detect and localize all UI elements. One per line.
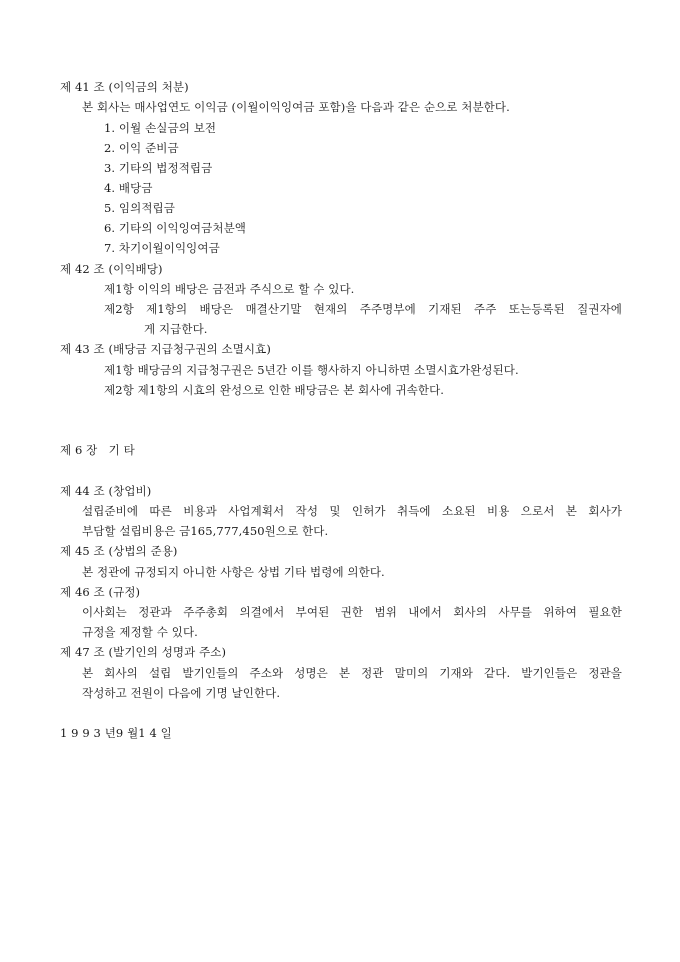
article-42-paragraph-2-continued: 게 지급한다. bbox=[144, 322, 208, 336]
article-41-body: 본 회사는 매사업연도 이익금 (이월이익잉여금 포함)을 다음과 같은 순으로 처분한다. bbox=[82, 100, 510, 114]
article-41-item: 3. 기타의 법정적립금 bbox=[104, 161, 213, 175]
article-47-heading: 제 47 조 (발기인의 성명과 주소) bbox=[60, 645, 227, 659]
article-43-heading: 제 43 조 (배당금 지급청구권의 소멸시효) bbox=[60, 342, 271, 356]
article-41-item: 2. 이익 준비금 bbox=[104, 141, 179, 155]
article-44-text: 설립준비에 따른 비용과 사업계획서 작성 및 인허가 취득에 소요된 비용 으로서 본 회사가 bbox=[82, 504, 622, 518]
article-41-item: 1. 이월 손실금의 보전 bbox=[104, 121, 217, 135]
article-41-item: 7. 차기이월이익잉여금 bbox=[104, 241, 220, 255]
article-44-text-continued: 부담할 설립비용은 금165,777,450원으로 한다. bbox=[82, 524, 329, 538]
article-42-paragraph-1: 제1항 이익의 배당은 금전과 주식으로 할 수 있다. bbox=[104, 282, 355, 296]
article-42-paragraph-2: 제2항 제1항의 배당은 매결산기말 현재의 주주명부에 기재된 주주 또는등록된 질권자에 bbox=[104, 302, 622, 316]
article-45-text: 본 정관에 규정되지 아니한 사항은 상법 기타 법령에 의한다. bbox=[82, 565, 385, 579]
article-47-text-continued: 작성하고 전원이 다음에 기명 날인한다. bbox=[82, 686, 281, 700]
article-41-item: 4. 배당금 bbox=[104, 181, 153, 195]
article-46-text: 이사회는 정관과 주주총회 의결에서 부여된 권한 범위 내에서 회사의 사무를 위하여 필요한 bbox=[82, 605, 622, 619]
article-46-text-continued: 규정을 제정할 수 있다. bbox=[82, 625, 198, 639]
article-45-heading: 제 45 조 (상법의 준용) bbox=[60, 544, 178, 558]
article-46-heading: 제 46 조 (규정) bbox=[60, 585, 141, 599]
document-date: 1 9 9 3 년9 월1 4 일 bbox=[60, 726, 172, 740]
article-41-item: 6. 기타의 이익잉여금처분액 bbox=[104, 221, 246, 235]
article-42-heading: 제 42 조 (이익배당) bbox=[60, 262, 163, 276]
article-47-text: 본 회사의 설립 발기인들의 주소와 성명은 본 정관 말미의 기재와 같다. 발기인들은 정관을 bbox=[82, 666, 622, 680]
article-43-paragraph-2: 제2항 제1항의 시효의 완성으로 인한 배당금은 본 회사에 귀속한다. bbox=[104, 383, 445, 397]
article-41-item: 5. 임의적립금 bbox=[104, 201, 175, 215]
article-44-heading: 제 44 조 (창업비) bbox=[60, 484, 152, 498]
article-43-paragraph-1: 제1항 배당금의 지급청구권은 5년간 이를 행사하지 아니하면 소멸시효가완성된다. bbox=[104, 363, 519, 377]
chapter-6-heading: 제 6 장 기 타 bbox=[60, 443, 135, 457]
article-41-heading: 제 41 조 (이익금의 처분) bbox=[60, 80, 189, 94]
